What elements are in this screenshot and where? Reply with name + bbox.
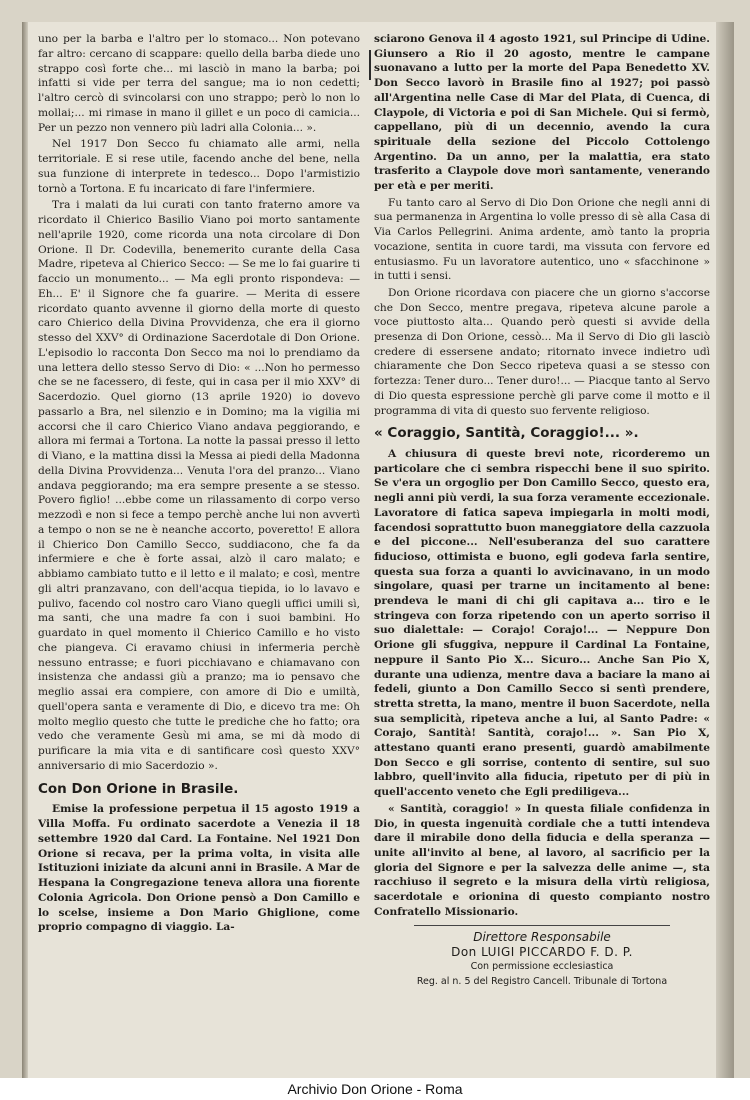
section-heading-brasile: Con Don Orione in Brasile.	[38, 780, 239, 797]
credits-name: Don LUIGI PICCARDO F. D. P.	[451, 945, 633, 960]
paragraph: Don Orione ricordava con piacere che un giorno s'accorse che Don Secco, mentre pregava, ripeteva alcune parole a voce piuttosto alta... Quando però questi si avvide della presenza di Don Orione, cessò... Ma il Servo di Dio gli lasciò credere di essersene andato; ritornato invece indietro udì chiaramente che Don Secco ripeteva quasi a se stesso con fortezza: Tener duro... Tener duro!... — Piacque tanto al Servo di Dio questa espressione perchè gli parve come il motto e il programma di vita di questo suo fervente religioso.	[374, 286, 710, 417]
paragraph: uno per la barba e l'altro per lo stomaco... Non potevano far altro: cercano di scappare: quello della barba diede uno strappo così forte che... mi lasciò in mano la barba; poi infatti si vide per terra del sangue; ma io non cedetti; l'altro cercò di svincolarsi con uno strappo; però lo non lo mollai;... mi rimase in mano il gillet e un poco di camicia... Per un pezzo non vennero più ladri alla Colonia... ».	[38, 33, 360, 134]
paragraph: A chiusura di queste brevi note, ricorderemo un particolare che ci sembra rispecchi bene il suo spirito. Se v'era un orgoglio per Don Camillo Secco, questo era, negli anni più verdi, la sua forza veramente eccezionale. Lavoratore di fatica sapeva impiegarla in molti modi, facendosi soprattutto buon maneggiatore della cazzuola e del piccone... Nell'esuberanza del suo carattere fiducioso, ottimista e buono, egli godeva farla sentire, questa sua forza a quanti lo avvicinavano, in un modo singolare, quasi per trarne un incitamento al bene: prendeva le mani di chi gli capitava a... tiro e le stringeva con forza ripetendo con un aperto sorriso il suo dialettale: — Corajo! Corajo!... — Neppure Don Orione gli sfuggiva, neppure il Cardinal La Fontaine, neppure il Santo Pio X... Sicuro... Anche San Pio X, durante una udienza, mentre dava a baciare la mano ai fedeli, giunto a Don Camillo Secco si sentì prendere, stretta stretta, la mano, mentre il buon Sacerdote, nella sua semplicità, ripeteva anche a lui, al Santo Padre: « Corajo, Santità! Santità, corajo!... ». San Pio X, attestano quanti erano presenti, guardò amabilmente Don Secco e gli sorrise, contento di sentire, sul suo labbro, quell'invito alla fiducia, ripetuto per di più in quell'accento veneto che Egli prediligeva...	[374, 447, 710, 799]
archive-footer: Archivio Don Orione - Roma	[0, 1078, 750, 1100]
left-text-column	[38, 32, 360, 1052]
column-divider-bracket	[369, 50, 371, 80]
publication-credits	[374, 930, 710, 989]
paragraph: Tra i malati da lui curati con tanto fraterno amore va ricordato il Chierico Basilio Viano poi morto santamente nell'aprile 1920, come ricorda una nota circolare di Don Orione. Il Dr. Codevilla, benemerito curante della Casa Madre, ripeteva al Chierico Secco: — Se me lo fai guarire ti faccio un monumento... — Ma egli pronto rispondeva: — Eh... E' il Signore che fa guarire. — Merita di essere ricordato quanto avvenne il giorno della morte di questo caro Chierico della Divina Provvidenza, che era il giorno stesso del XXV° di Ordinazione Sacerdotale di Don Orione. L'episodio lo racconta Don Secco ma noi lo prendiamo da una lettera dello stesso Servo di Dio: « ...Non ho permesso che se ne facessero, di feste, qui in casa per il mio XXV° di Sacerdozio. Quel giorno (13 aprile 1920) io dovevo passarlo a Bra, nel silenzio e in Domino; ma la vigilia mi accorsi che il caro Chierico Viano andava peggiorando, e allora mi fermai a Tortona. La notte la passai presso il letto di Viano, e la mattina dissi la Messa ai piedi della Madonna della Divina Provvidenza... Venuta l'ora del pranzo... Viano andava peggiorando; ma era sempre presente a se stesso. Povero figlio! ...ebbe come un rilassamento di corpo verso mezzodì e non si fece a tempo perchè anche lui non avvertì a tempo o non se ne è neanche accorto, poveretto! E allora il Chierico Don Camillo Secco, suddiacono, che fa da infermiere e che è forte assai, alzò il caro malato; e abbiamo cambiato tutto e il letto e il malato; e così, mentre gli altri pranzavano, con dell'acqua tiepida, io lo lavavo e pulivo, facendo col nostro caro Viano quegli uffici umili sì, ma santi, che una madre fa con i suoi bambini. Ho guardato in quel momento il Chierico Camillo e ho visto che piangeva. Ci eravamo chiusi in infermeria perchè nessuno entrasse; e fuori picchiavano e chiamavano con insistenza che andassi giù a pranzo; ma io pensavo che meglio assai era compiere, con amore di Dio e umiltà, quell'opera santa e veramente di Dio, e dicevo tra me: Oh molto meglio questo che tutte le prediche che ho fatto; ora vedo che veramente Gesù mi ama, se mi dà modo di purificare la mia vita e di santificare così questo XXV° anniversario di mio Sacerdozio ».	[38, 199, 360, 772]
right-text-column	[374, 32, 710, 1052]
credits-permission: Con permissione ecclesiastica	[470, 960, 614, 972]
divider-rule	[414, 925, 670, 926]
credits-role: Direttore Responsabile	[473, 930, 611, 945]
paragraph: sciarono Genova il 4 agosto 1921, sul Principe di Udine. Giunsero a Rio il 20 agosto, mentre le campane suonavano a lutto per la morte del Papa Benedetto XV. Don Secco lavorò in Brasile fino al 1927; poi passò all'Argentina nelle Case di Mar del Plata, di Cuenca, di Claypole, di Victoria e poi di San Michele. Qui si fermò, cappellano, più di un decennio, avendo la cura spirituale della sezione del Piccolo Cottolengo Argentino. Da un anno, per la malattia, era stato trasferito a Claypole dove morì santamente, venerando per età e per meriti.	[374, 33, 710, 193]
paper-sheet	[22, 22, 734, 1078]
page-left-edge	[22, 22, 28, 1078]
page-right-edge	[716, 22, 734, 1078]
paragraph: Emise la professione perpetua il 15 agosto 1919 a Villa Moffa. Fu ordinato sacerdote a Venezia il 18 settembre 1920 dal Card. La Fontaine. Nel 1921 Don Orione si recava, per la prima volta, in visita alle Istituzioni iniziate da alcuni anni in Brasile. A Mar de Hespana la Congregazione teneva allora una fiorente Colonia Agricola. Don Orione pensò a Don Camillo e lo scelse, insieme a Don Mario Ghiglione, come proprio compagno di viaggio. La-	[38, 803, 360, 934]
credits-registration: Reg. al n. 5 del Registro Cancell. Tribunale di Tortona	[416, 975, 668, 987]
section-heading-coraggio: « Coraggio, Santità, Coraggio!... ».	[374, 425, 639, 442]
paragraph: Fu tanto caro al Servo di Dio Don Orione che negli anni di sua permanenza in Argentina lo volle presso di sè alla Casa di Via Carlos Pellegrini. Anima ardente, amò tanto la propria vocazione, sentita in cuore tardi, ma vissuta con fervore ed entusiasmo. Fu un lavoratore autentico, uno « sfacchinone » in tutti i sensi.	[374, 196, 710, 283]
paragraph: « Santità, coraggio! » In questa filiale confidenza in Dio, in questa ingenuità cordiale che a tutti intendeva dare il mirabile dono della fiducia e della speranza — unite all'invito al bene, al lavoro, al sacrificio per la gloria del Signore e per la salvezza delle anime —, sta racchiuso il segreto e la misura della virtù religiosa, sacerdotale e orionina di questo compianto nostro Confratello Missionario.	[374, 802, 710, 918]
paragraph: Nel 1917 Don Secco fu chiamato alle armi, nella territoriale. E si rese utile, facendo anche del bene, nella sua funzione di interprete in tedesco... Dopo l'armistizio tornò a Tortona. E fu incaricato di fare l'infermiere.	[38, 138, 360, 195]
